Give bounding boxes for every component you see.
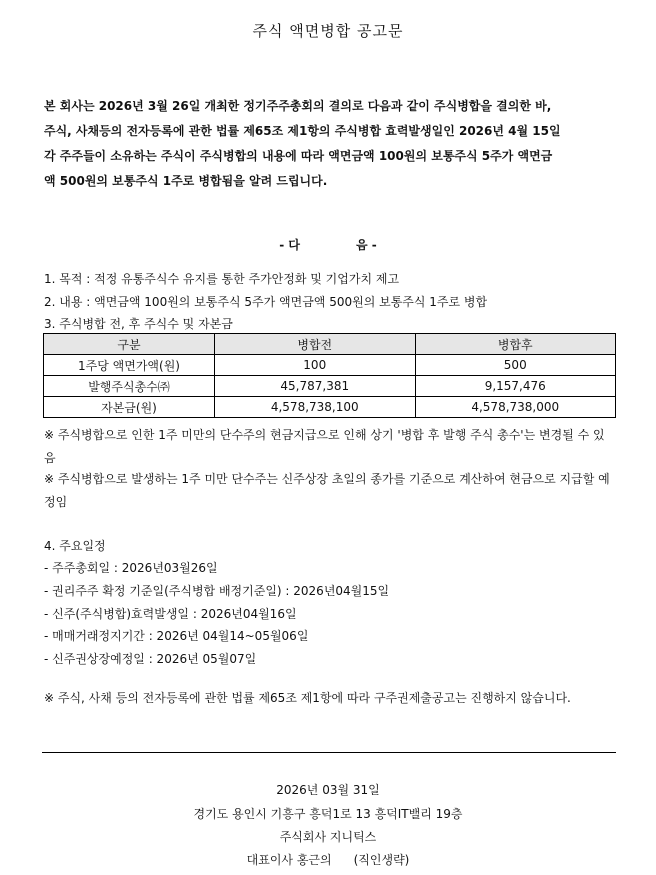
intro-line: 본 회사는 2026년 3월 26일 개최한 정기주주총회의 결의로 다음과 같이 주식병합을 결의한 바,: [44, 99, 552, 113]
schedule-item: - 신주권상장예정일 : 2026년 05월07일: [44, 652, 257, 666]
schedule-heading: 4. 주요일정: [44, 539, 106, 553]
table-cell: 1주당 액면가액(원): [44, 355, 215, 376]
table-header-cell: 병합후: [415, 334, 616, 355]
footer-seal: (직인생략): [353, 853, 410, 867]
item-purpose: 1. 목적 : 적정 유통주식수 유지를 통한 주가안정화 및 기업가치 제고: [44, 272, 400, 286]
table-cell: 발행주식총수㈜: [44, 376, 215, 397]
intro-line: 각 주주들이 소유하는 주식이 주식병합의 내용에 따라 액면금액 100원의 보통주식 5주가 액면금: [44, 149, 553, 163]
separator-left: - 다: [279, 238, 300, 252]
footer-address: 경기도 용인시 기흥구 흥덕1로 13 흥덕IT밸리 19층: [193, 807, 463, 821]
table-row: [44, 376, 616, 397]
footer-date: 2026년 03월 31일: [276, 783, 380, 797]
intro-paragraph: [44, 94, 614, 194]
schedule-item: - 매매거래정지기간 : 2026년 04월14~05월06일: [44, 629, 309, 643]
divider: [42, 752, 616, 753]
table-header-cell: 병합전: [215, 334, 416, 355]
separator-right: 음 -: [356, 238, 377, 252]
section-separator: [0, 236, 656, 253]
table-row: [44, 397, 616, 418]
notice-title: 주식 액면병합 공고문: [252, 22, 404, 40]
intro-line: 주식, 사채등의 전자등록에 관한 법률 제65조 제1항의 주식병합 효력발생일인 2026년 4월 15일: [44, 124, 561, 138]
note-cash-payment: ※ 주식병합으로 발생하는 1주 미만 단수주는 신주상장 초일의 종가를 기준으로 계산하여 현금으로 지급할 예정임: [44, 472, 610, 509]
schedule-item: - 신주(주식병합)효력발생일 : 2026년04월16일: [44, 607, 297, 621]
final-note: ※ 주식, 사채 등의 전자등록에 관한 법률 제65조 제1항에 따라 구주권제출공고는 진행하지 않습니다.: [44, 691, 571, 705]
table-header-row: [44, 334, 616, 355]
item-content: 2. 내용 : 액면금액 100원의 보통주식 5주가 액면금액 500원의 보통주식 1주로 병합: [44, 295, 488, 309]
table-header-cell: 구분: [44, 334, 215, 355]
table-cell: 500: [415, 355, 616, 376]
intro-line: 액 500원의 보통주식 1주로 병합됨을 알려 드립니다.: [44, 174, 328, 188]
table-cell: 100: [215, 355, 416, 376]
footer-ceo: 대표이사 홍근의: [246, 853, 332, 867]
table-cell: 4,578,738,000: [415, 397, 616, 418]
item-table-heading: 3. 주식병합 전, 후 주식수 및 자본금: [44, 317, 233, 331]
table-cell: 9,157,476: [415, 376, 616, 397]
table-cell: 45,787,381: [215, 376, 416, 397]
schedule-item: - 주주총회일 : 2026년03월26일: [44, 561, 218, 575]
table-cell: 4,578,738,100: [215, 397, 416, 418]
share-capital-table: [43, 333, 616, 418]
schedule-item: - 권리주주 확정 기준일(주식병합 배정기준일) : 2026년04월15일: [44, 584, 390, 598]
footer-company: 주식회사 지니틱스: [279, 830, 377, 844]
table-row: [44, 355, 616, 376]
table-cell: 자본금(원): [44, 397, 215, 418]
footer-ceo-line: [0, 851, 656, 868]
note-fractional-shares: ※ 주식병합으로 인한 1주 미만의 단수주의 현금지급으로 인해 상기 '병합 후 발행 주식 총수'는 변경될 수 있음: [44, 428, 605, 465]
